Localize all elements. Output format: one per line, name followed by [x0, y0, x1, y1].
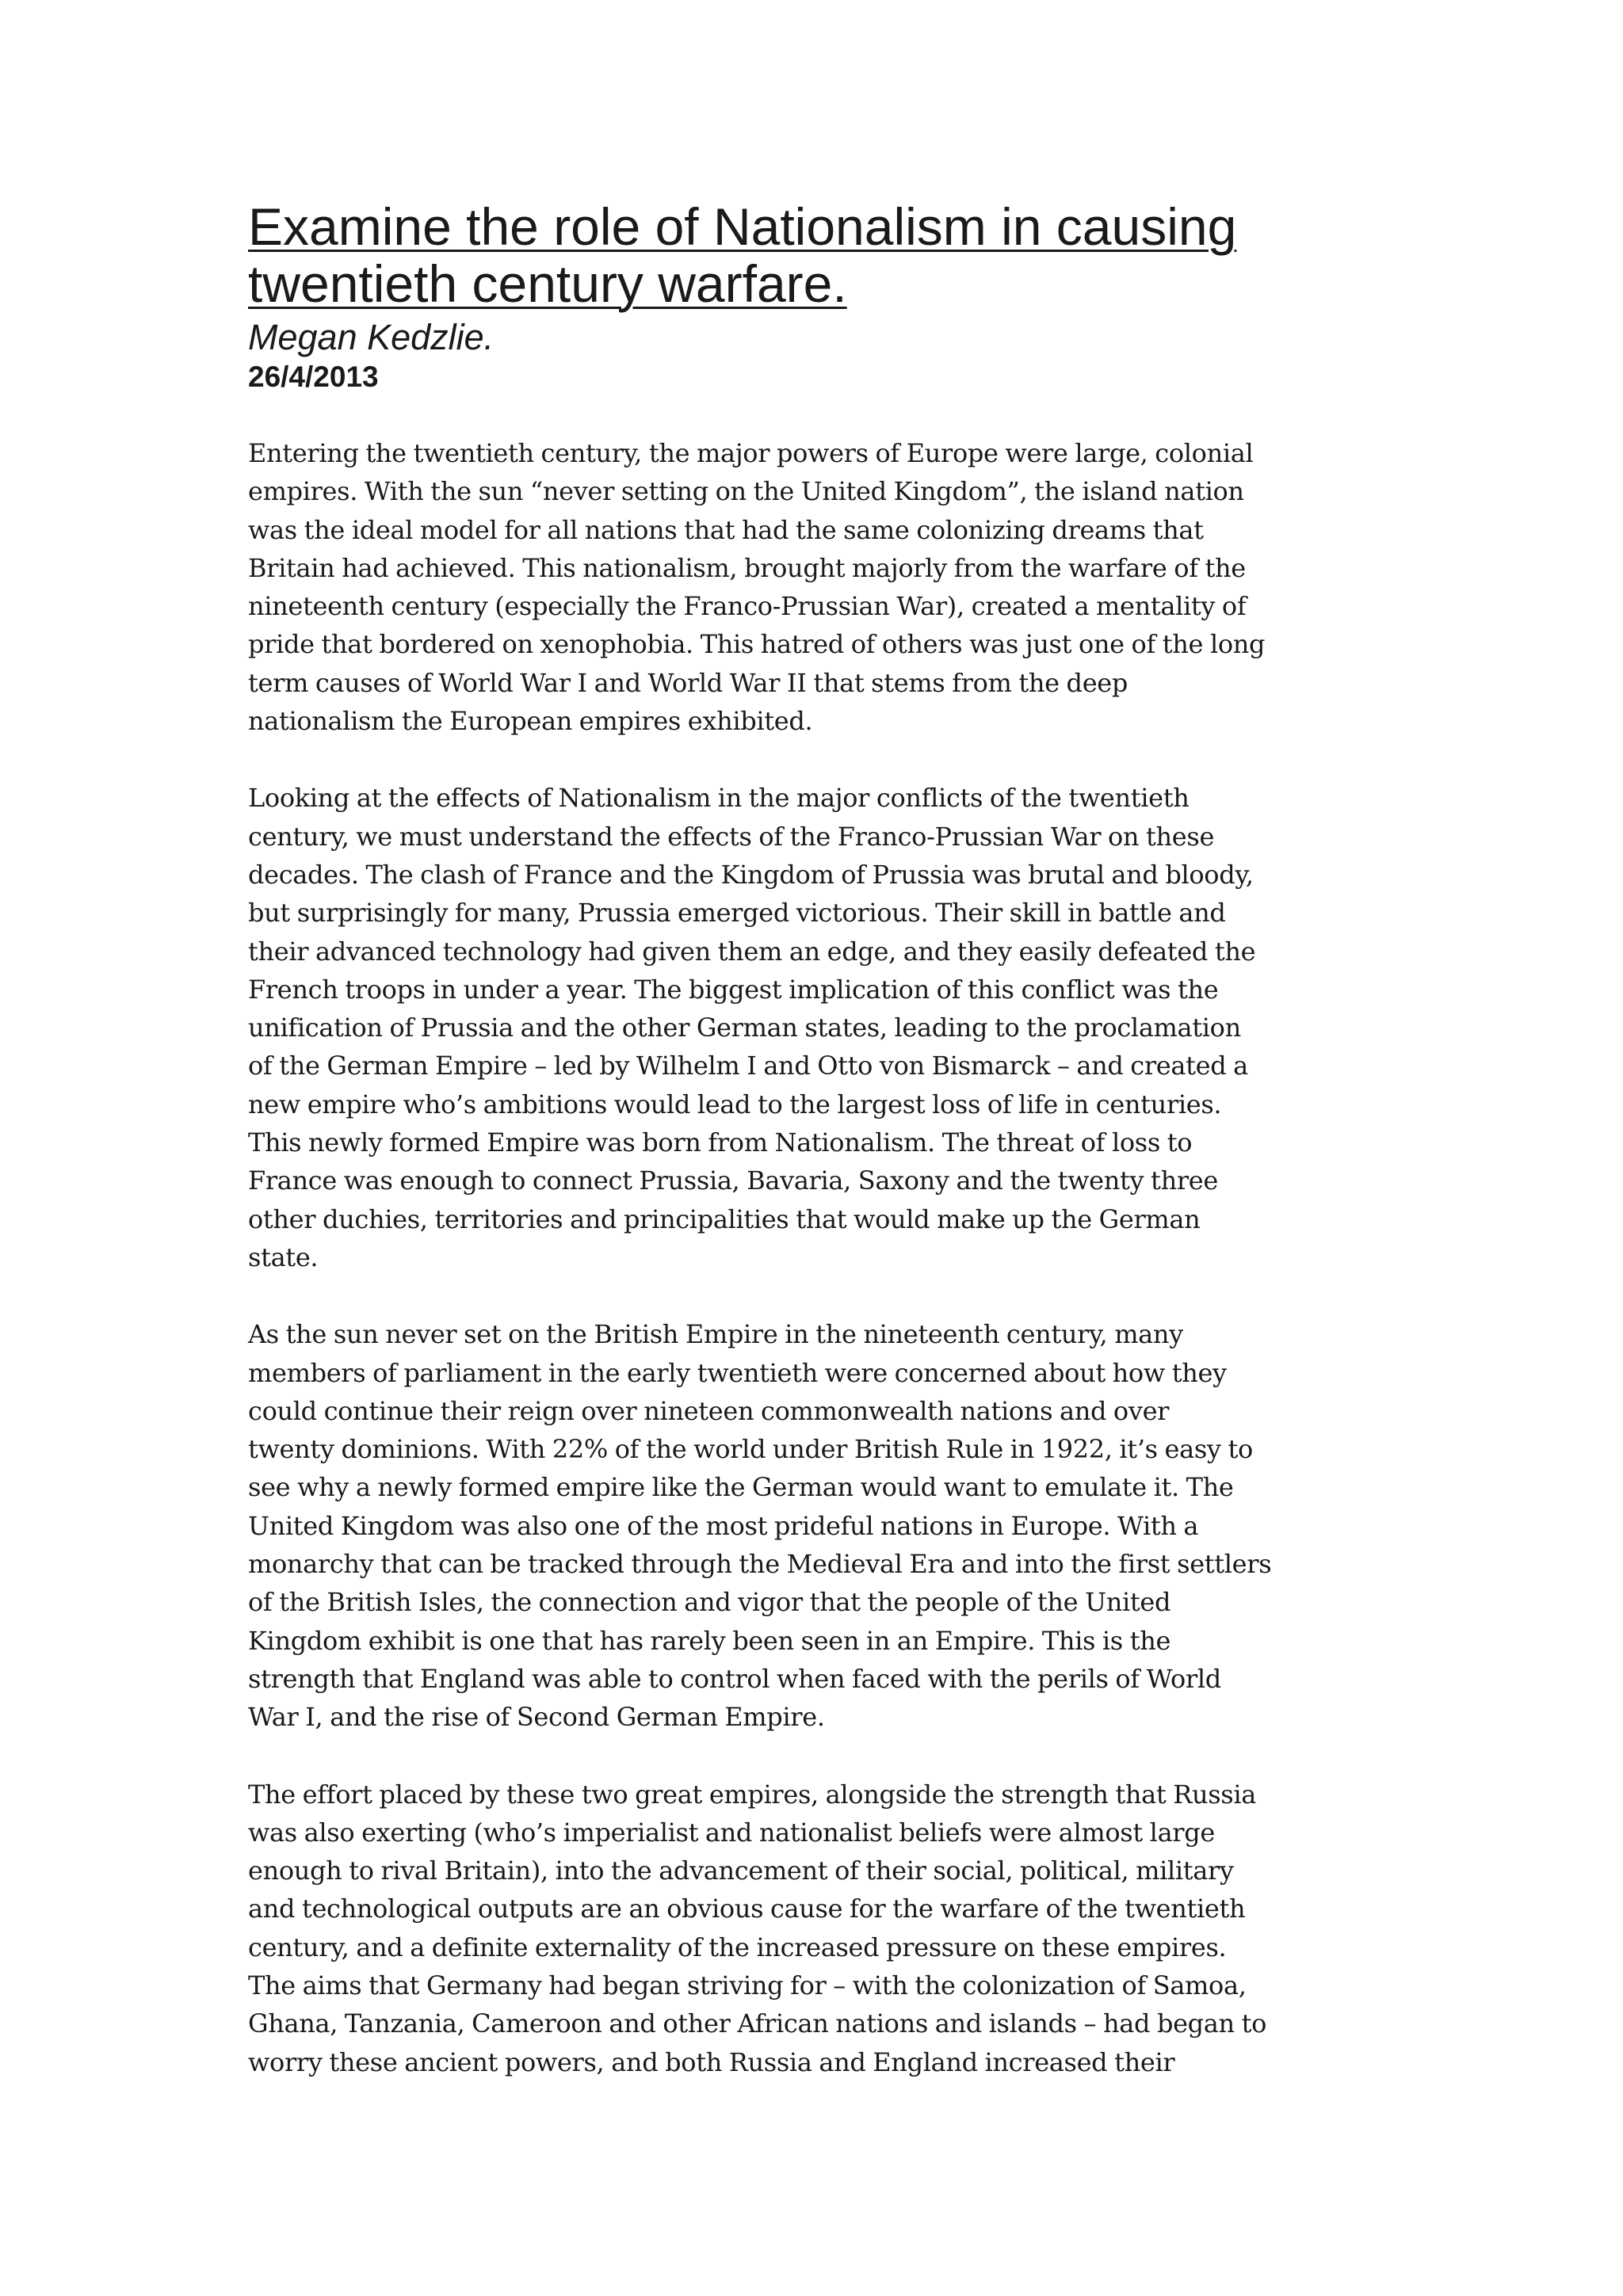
- paragraph-line: was the ideal model for all nations that had the same colonizing dreams that: [248, 514, 1204, 545]
- paragraph-line: monarchy that can be tracked through the Medieval Era and into the first settlers: [248, 1549, 1272, 1580]
- paragraph-line: unification of Prussia and the other German states, leading to the proclamation: [248, 1013, 1241, 1043]
- paragraph: [248, 779, 1405, 1276]
- paragraph-line: nineteenth century (especially the Franco-Prussian War), created a mentality of: [248, 591, 1247, 622]
- paragraph-line: Entering the twentieth century, the major powers of Europe were large, colonial: [248, 438, 1254, 468]
- paragraph: [248, 434, 1405, 740]
- document-page: [248, 198, 1405, 2120]
- title-line: Examine the role of Nationalism in causing: [248, 197, 1237, 256]
- paragraph-line: As the sun never set on the British Empire in the nineteenth century, many: [248, 1319, 1183, 1350]
- paragraph-line: twenty dominions. With 22% of the world under British Rule in 1922, it’s easy to: [248, 1434, 1253, 1465]
- paragraph-line: Kingdom exhibit is one that has rarely been seen in an Empire. This is the: [248, 1625, 1171, 1656]
- paragraph: [248, 1315, 1405, 1736]
- paragraph-line: pride that bordered on xenophobia. This hatred of others was just one of the long: [248, 629, 1266, 660]
- paragraph-line: term causes of World War I and World War II that stems from the deep: [248, 667, 1128, 698]
- paragraph-line: members of parliament in the early twentieth were concerned about how they: [248, 1357, 1227, 1388]
- paragraph-line: The aims that Germany had began striving for – with the colonization of Samoa,: [248, 1970, 1247, 2000]
- paragraph-line: nationalism the European empires exhibited.: [248, 706, 813, 737]
- paragraph-line: decades. The clash of France and the Kingdom of Prussia was brutal and bloody,: [248, 859, 1254, 890]
- paragraph-line: was also exerting (who’s imperialist and nationalist beliefs were almost large: [248, 1817, 1215, 1848]
- paragraph-line: and technological outputs are an obvious cause for the warfare of the twentieth: [248, 1894, 1246, 1924]
- paragraph-line: of the British Isles, the connection and vigor that the people of the United: [248, 1587, 1171, 1618]
- paragraph-line: enough to rival Britain), into the advancement of their social, political, military: [248, 1855, 1234, 1886]
- paragraph-line: other duchies, territories and principalities that would make up the German: [248, 1203, 1201, 1234]
- paragraph-line: France was enough to connect Prussia, Bavaria, Saxony and the twenty three: [248, 1165, 1218, 1196]
- paragraph-line: state.: [248, 1241, 319, 1272]
- paragraph-line: century, and a definite externality of the increased pressure on these empires.: [248, 1932, 1227, 1962]
- paragraph-line: Looking at the effects of Nationalism in the major conflicts of the twentieth: [248, 783, 1190, 814]
- paragraph-line: worry these ancient powers, and both Russia and England increased their: [248, 2046, 1175, 2077]
- paragraph-line: empires. With the sun “never setting on the United Kingdom”, the island nation: [248, 476, 1244, 507]
- document-title: [248, 198, 1405, 312]
- paragraph-line: This newly formed Empire was born from Nationalism. The threat of loss to: [248, 1127, 1193, 1158]
- paragraph-line: could continue their reign over nineteen commonwealth nations and over: [248, 1395, 1170, 1426]
- paragraph-line: see why a newly formed empire like the German would want to emulate it. The: [248, 1472, 1234, 1503]
- paragraph-line: strength that England was able to control when faced with the perils of World: [248, 1663, 1221, 1694]
- paragraph-line: War I, and the rise of Second German Empire.: [248, 1702, 825, 1733]
- paragraph-line: The effort placed by these two great empires, alongside the strength that Russia: [248, 1779, 1256, 1810]
- paragraph-line: of the German Empire – led by Wilhelm I and Otto von Bismarck – and created a: [248, 1051, 1248, 1081]
- title-line: twentieth century warfare.: [248, 254, 847, 313]
- paragraph-line: but surprisingly for many, Prussia emerged victorious. Their skill in battle and: [248, 898, 1226, 929]
- author-name: Megan Kedzlie.: [248, 317, 495, 357]
- paragraph-line: century, we must understand the effects of the Franco-Prussian War on these: [248, 821, 1215, 852]
- document-body: [248, 434, 1405, 2081]
- paragraph-line: Ghana, Tanzania, Cameroon and other African nations and islands – had began to: [248, 2008, 1267, 2039]
- paragraph-line: United Kingdom was also one of the most prideful nations in Europe. With a: [248, 1510, 1199, 1541]
- paragraph-line: Britain had achieved. This nationalism, brought majorly from the warfare of the: [248, 552, 1246, 583]
- paragraph-line: their advanced technology had given them an edge, and they easily defeated the: [248, 936, 1256, 967]
- paragraph-line: French troops in under a year. The biggest implication of this conflict was the: [248, 974, 1219, 1005]
- paragraph-line: new empire who’s ambitions would lead to the largest loss of life in centuries.: [248, 1089, 1222, 1119]
- document-date: 26/4/2013: [248, 360, 379, 393]
- paragraph: [248, 1775, 1405, 2081]
